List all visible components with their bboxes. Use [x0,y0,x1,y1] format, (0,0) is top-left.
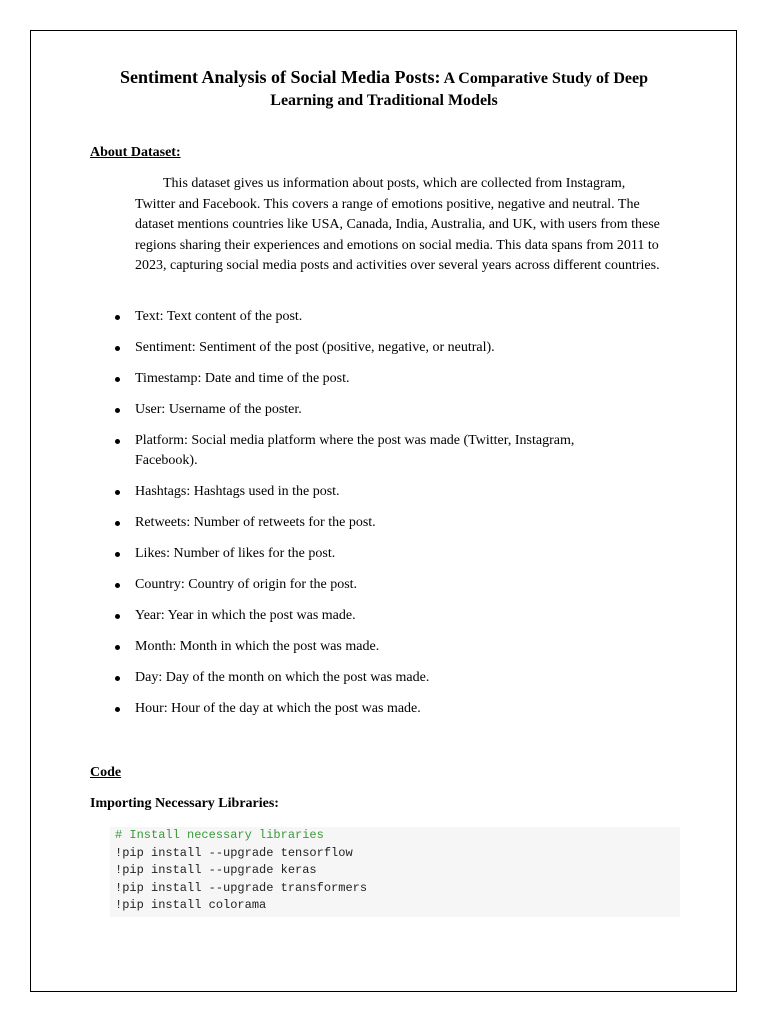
field-list-item [0,544,615,564]
field-description: Year: Year in which the post was made. [135,608,356,623]
field-description: Text: Text content of the post. [135,309,303,324]
code-block [110,827,680,917]
code-line: !pip install --upgrade transformers [115,880,368,895]
bullet-icon [115,583,120,588]
document-title [0,66,768,112]
bullet-icon [115,490,120,495]
bullet-icon [115,707,120,712]
field-description: Hashtags: Hashtags used in the post. [135,484,340,499]
title-main: Sentiment Analysis of Social Media Posts: [119,67,441,87]
field-description: Platform: Social media platform where the post was made (Twitter, Instagram, Facebook). [135,433,575,468]
about-dataset-paragraph: This dataset gives us information about posts, which are collected from Instagram, Twitter and Facebook. This covers a range of emotions positive, negative and neutral. The dataset mentions countries like USA, Canada, India, Australia, and UK, with users from these regions sharing their experiences and emotions on social media. This data spans from 2011 to 2023, capturing social media posts and activities over several years across different countries. [135,176,660,273]
bullet-icon [115,645,120,650]
code-comment-line: # Install necessary libraries [115,828,324,842]
bullet-icon [115,377,120,382]
bullet-icon [115,408,120,413]
field-description: Likes: Number of likes for the post. [135,546,336,561]
bullet-icon [115,552,120,557]
field-list-item [0,575,615,595]
field-description: Country: Country of origin for the post. [135,577,358,592]
title-line-2: Learning and Traditional Models [270,92,498,109]
code-line: !pip install --upgrade tensorflow [115,845,353,860]
field-list-item [0,637,615,657]
bullet-icon [115,315,120,320]
field-list-item [0,431,615,471]
dataset-fields-list [0,307,768,730]
bullet-icon [115,614,120,619]
field-list-item [0,400,615,420]
code-line: !pip install colorama [115,898,267,912]
field-list-item [0,369,615,389]
field-description: Hour: Hour of the day at which the post was made. [135,701,421,716]
field-description: Timestamp: Date and time of the post. [135,371,350,386]
bullet-icon [115,521,120,526]
title-sub: A Comparative Study of Deep [440,70,649,87]
code-line: !pip install --upgrade keras [115,863,317,877]
field-description: Day: Day of the month on which the post was made. [135,670,430,685]
importing-libraries-heading: Importing Necessary Libraries: [90,796,279,811]
field-list-item [0,668,615,688]
field-description: Retweets: Number of retweets for the post. [135,515,376,530]
field-description: User: Username of the poster. [135,402,302,417]
code-heading: Code [90,765,122,780]
field-list-item [0,338,615,358]
field-list-item [0,513,615,533]
field-list-item [0,482,615,502]
field-list-item [0,606,615,626]
bullet-icon [115,346,120,351]
field-list-item [0,699,615,719]
field-list-item [0,307,615,327]
field-description: Month: Month in which the post was made. [135,639,380,654]
field-description: Sentiment: Sentiment of the post (positive, negative, or neutral). [135,340,495,355]
about-dataset-heading: About Dataset: [90,145,181,160]
bullet-icon [115,676,120,681]
bullet-icon [115,439,120,444]
